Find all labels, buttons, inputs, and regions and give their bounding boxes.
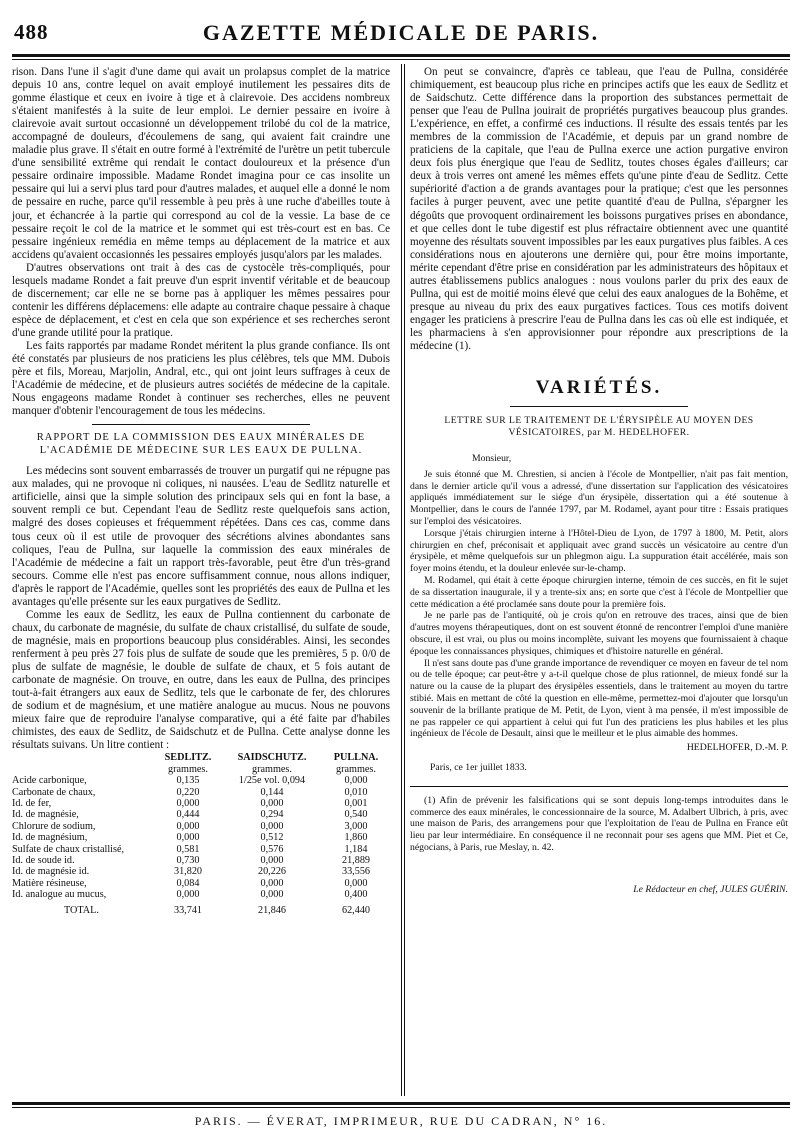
cell-value: 0,000 (176, 820, 200, 832)
cell-value: 0,084 (176, 877, 200, 889)
analysis-table (12, 752, 390, 916)
row-label: Id. de magnésie, (12, 809, 79, 821)
cell-value: 0,000 (176, 832, 200, 844)
cell-value: 0,010 (344, 786, 368, 798)
cell-value: 0,000 (260, 854, 284, 866)
article-paragraph: Comme les eaux de Sedlitz, les eaux de Pullna contiennent du carbonate de chaux, du carbonate de magnésie, du sulfate de chaux cristallisé, du sulfate de soude, de magnésie, mais en proportions beaucoup plus considérables. Ainsi, les secondes renferment à peu près 27 fois plus de sulfate de soude que les premières, 5 p. 0/0 de plus de sulfate de magnésie, le double de sulfate de chaux, et 5 fois autant de carbonate de magnésie. On trouve, en outre, dans les eaux de Pullna, des principes tout-à-fait étrangers aux eaux de Sedlitz, tels que le carbonate de fer, des chlorures de sodium et de magnésium, et une matière analogue au mucus. Nous ne pouvons mieux faire que de reproduire l'analyse comparative, qui a été faite par d'habiles chimistes, des eaux de Sedlitz, de Saidschutz et de Pullna. Cette analyse donne les résultats suivans. Un litre contient : (12, 608, 390, 752)
page-number: 488 (14, 20, 49, 44)
table-row (12, 809, 390, 820)
newspaper-page (12, 16, 790, 1134)
row-label: Id. de magnésium, (12, 832, 88, 844)
article-paragraph: rison. Dans l'une il s'agit d'une dame qui avait un prolapsus complet de la matrice depuis 10 ans, contre lequel on avait employé inutilement les pessaires dits de gomme élastique et ceux en ivoire à tige et à clairevoie. Des accidens nombreux s'étaient manifestés à la suite de leur emploi. Le dernier pessaire en ivoire à clairevoie avait surtout occasionné un développement trilobé du col de la matrice, accompagné de douleurs, d'écoulemens de sang, qui avaient fait craindre une maladie plus grave. Il s'était en outre formé à l'extrémité de l'urètre un petit tubercule d'une sensibilité extrême qui rendait le contact douloureux et la présence d'un pessaire ordinaire impossible. Madame Rondet imagina pour ce cas insolite un pessaire qui lui a servi plus tard pour d'autres malades, et auquel elle a donné le nom de pessaire en ruche, parce qu'il ressemble à peu près à une ruche d'abeilles toute à jour, et échancrée à la partie qui correspond au col de la vessie. La base de ce pessaire reçoit le col de la matrice et le sommet qui est très-court est en bas. Ce pessaire ingénieux remédia en même temps au déplacement de la matrice et aux accidens qu'avaient occasionnés les pessaires employés jusqu'alors par les malades. (12, 66, 390, 261)
table-row (12, 855, 390, 866)
footer-rule-thin (12, 1107, 790, 1108)
column-unit: grammes. (168, 763, 208, 775)
table-row (12, 832, 390, 843)
cell-value: 0,400 (344, 889, 368, 901)
printer-imprint: PARIS. — ÉVERAT, IMPRIMEUR, RUE DU CADRAN, N° 16. (194, 1114, 608, 1128)
row-label: Chlorure de sodium, (12, 820, 96, 832)
letter-title: LETTRE SUR LE TRAITEMENT DE L'ÉRYSIPÈLE AU MOYEN DES VÉSICATOIRES, par M. HEDELHOFER. (444, 415, 754, 439)
column-unit: grammes. (336, 763, 376, 775)
article-paragraph: D'autres observations ont trait à des cas de cystocèle très-compliqués, pour lesquels madame Rondet a fait preuve d'un esprit inventif véritable et de beaucoup de discernement; car elle ne se borne pas à appliquer les mêmes pessaires pour contenir les différens déplacemens: elle adapte au contraire chaque pessaire à chaque espèce de déplacement, et c'est en cela que son expérience et ses recherches seront d'une grande utilité pour la pratique. (12, 261, 390, 339)
article-paragraph: Les faits rapportés par madame Rondet méritent la plus grande confiance. Ils ont été constatés par plusieurs de nos praticiens les plus célèbres, tels que MM. Dubois père et fils, Moreau, Marjolin, Andral, etc., qui ont joint leurs suffrages à ceux de l'Académie de médecine, et de plusieurs autres sociétés de médecine de la capitale. Nous engageons madame Rondet à continuer ses recherches, elles ne peuvent manquer d'obtenir l'encouragement de tous les médecins. (12, 339, 390, 418)
table-row (12, 844, 390, 855)
letter-paragraph: Je ne parle pas de l'antiquité, où je crois qu'on en retrouve des traces, ainsi que de bien d'autres moyens thérapeutiques, dont on est souvent étonné de rencontrer l'emploi d'une manière obscure, il est vrai, ou plus ou moins incomplète, suivant les moyens que fournissaient à chaque époque les connaissances physiques, chimiques et d'histoire naturelle en général. (410, 610, 788, 657)
row-label: Acide carbonique, (12, 775, 87, 787)
left-column (12, 66, 390, 916)
cell-value: 0,512 (260, 832, 284, 844)
table-row (12, 798, 390, 809)
cell-value: 0,144 (260, 786, 284, 798)
cell-value: 0,576 (260, 843, 284, 855)
letter-paragraph: Je suis étonné que M. Chrestien, si ancien à l'école de Montpellier, n'ait pas fait mention, dans le dernier article qu'il vous a adressé, d'une dissertation sur l'application des vésicatoires appliqués immédiatement sur le siége d'un érysipèle, dissertation qui a été soutenue à Montpellier, dans le cours de l'année 1797, par M. Rodamel, ayant pour titre : Essais pratiques sur l'emploi des vésicatoires. (410, 468, 788, 528)
cell-value: 0,000 (176, 889, 200, 901)
total-value: 62,440 (341, 904, 370, 916)
cell-value: 0,000 (260, 889, 284, 901)
varietes-heading: VARIÉTÉS. (535, 377, 663, 399)
row-label: Id. analogue au mucus, (12, 889, 107, 901)
letter-paragraph: M. Rodamel, qui était à cette époque chirurgien interne, témoin de ces succès, en fit le sujet de sa dissertation inaugurale, il y a trente-six ans; en sorte que c'est à l'école de Montpellier que cette médication a été proclamée sans doute pour la première fois. (410, 575, 788, 610)
cell-value: 0,135 (176, 775, 200, 787)
column-divider-2 (404, 64, 405, 1096)
article-paragraph: On peut se convaincre, d'après ce tableau, que l'eau de Pullna, considérée chimiquement, est beaucoup plus riche en principes actifs que les eaux de Sedlitz et de Saidschutz. Cette différence dans la proportion des substances permettait de penser que l'eau de Pullna jouirait de propriétés purgatives beaucoup plus grandes. L'expérience, en effet, a confirmé ces inductions. Il résulte des essais tentés par les membres de la commission de l'Académie, et depuis par un grand nombre de praticiens de la capitale, que l'eau de Pullna exerce une action purgative environ deux fois plus énergique que l'eau de Sedlitz, toutes choses égales d'ailleurs; car deux à trois verres ont amené les mêmes effets qu'une pinte d'eau de Sedlitz. Cette supériorité d'action a de grands avantages pour la pratique; c'est que les personnes faciles à purger peuvent, avec une petite quantité d'eau de Pullna, s'épargner les dégoûts que provoquent ordinairement les boissons purgatives prises en abondance, et que celles dont le tube digestif est plus réfractaire obtiennent avec une quantité moyenne des résultats souvent impossibles par les eaux purgatives plus faibles. A ces considérations nous en ajouterons une dernière qui, pour être moins importante, mérite cependant d'être prise en considération par les administrateurs des hôpitaux et autres établissemens publics analogues : nous voulons parler du prix des eaux de Pullna, qui est de moitié moins élevé que celui des eaux analogues de la Bohême, et presque au niveau du prix des eaux purgatives factices. Tous ces motifs doivent engager les praticiens à prescrire l'eau de Pullna dans les cas où elle est indiquée, et les pharmaciens à s'en approvisionner pour répondre aux prescriptions de la médecine (1). (410, 66, 788, 352)
column-header: SEDLITZ. (164, 752, 212, 764)
cell-value: 1,860 (344, 832, 368, 844)
varietes-rule (510, 406, 688, 407)
cell-value: 21,889 (341, 854, 370, 866)
cell-value: 31,820 (173, 866, 202, 878)
table-row (12, 878, 390, 889)
cell-value: 20,226 (257, 866, 286, 878)
header-rule-thin (12, 59, 790, 60)
section-title-line-1: RAPPORT DE LA COMMISSION DES EAUX MINÉRALES DE (36, 432, 366, 444)
table-row (12, 787, 390, 798)
cell-value: 0,000 (176, 797, 200, 809)
section-separator (92, 424, 310, 425)
table-row (12, 821, 390, 832)
cell-value: 3,000 (344, 820, 368, 832)
table-row (12, 775, 390, 786)
cell-value: 0,000 (260, 797, 284, 809)
cell-value: 0,220 (176, 786, 200, 798)
total-label: TOTAL. (64, 904, 99, 916)
cell-value: 0,730 (176, 854, 200, 866)
cell-value: 33,556 (341, 866, 370, 878)
column-header: SAIDSCHUTZ. (237, 752, 307, 764)
footnote-rule (410, 786, 788, 787)
row-label: Id. de magnésie id. (12, 866, 90, 878)
page-header (12, 16, 790, 56)
cell-value: 0,000 (260, 877, 284, 889)
row-label: Carbonate de chaux, (12, 786, 96, 798)
cell-value: 0,294 (260, 809, 284, 821)
cell-value: 0,000 (344, 775, 368, 787)
cell-value: 1/25e vol. 0,094 (238, 775, 306, 787)
total-value: 33,741 (173, 904, 202, 916)
column-divider (401, 64, 402, 1096)
row-label: Matière résineuse, (12, 877, 87, 889)
cell-value: 0,540 (344, 809, 368, 821)
table-row (12, 866, 390, 877)
letter-salutation: Monsieur, (472, 453, 512, 465)
footer-rule (12, 1102, 790, 1105)
column-header: PULLNA. (333, 752, 379, 764)
section-title (12, 431, 390, 457)
cell-value: 0,000 (344, 877, 368, 889)
table-header-row (12, 752, 390, 763)
gazette-title: GAZETTE MÉDICALE DE PARIS. (202, 20, 600, 45)
cell-value: 0,000 (260, 820, 284, 832)
article-paragraph: Les médecins sont souvent embarrassés de trouver un purgatif qui ne répugne pas aux malades, qui ne provoque ni coliques, ni nausées. L'eau de Sedlitz naturelle et artificielle, ainsi que la simple solution des principaux sels qui en font la base, a souvent rempli ce but. Cependant l'eau de Sedlitz reste quelquefois sans action, malgré des doses copieuses et fréquemment répétées. Dans ces cas, comme dans tous ceux où il est utile de provoquer des sécrétions alvines abondantes sans coliques, l'eau de Pullna, sur laquelle la commission des eaux minérales de l'Académie de médecine a fait un rapport très-favorable, peut être d'un très-grand secours. Comme elle n'est pas encore suffisamment connue, nous allons indiquer, d'après le rapport de l'Académie, quelles sont les propriétés des eaux de Pullna et les avantages qu'elle présente sur les eaux purgatives de Sedlitz. (12, 465, 390, 608)
cell-value: 0,444 (176, 809, 200, 821)
row-label: Id. de fer, (12, 797, 52, 809)
row-label: Sulfate de chaux cristallisé, (12, 843, 125, 855)
letter-date: Paris, ce 1er juillet 1833. (430, 762, 527, 773)
table-unit-row (12, 764, 390, 775)
table-row (12, 889, 390, 900)
total-value: 21,846 (257, 904, 286, 916)
column-unit: grammes. (252, 763, 292, 775)
cell-value: 0,581 (176, 843, 200, 855)
right-column (410, 66, 788, 896)
cell-value: 0,001 (344, 797, 368, 809)
section-title-line-2: L'ACADÉMIE DE MÉDECINE SUR LES EAUX DE PULLNA. (39, 445, 363, 457)
editor-signature: Le Rédacteur en chef, JULES GUÉRIN. (633, 883, 788, 895)
row-label: Id. de soude id. (12, 854, 75, 866)
header-rule (12, 54, 790, 57)
letter-signature: HEDELHOFER, D.-M. P. (686, 742, 788, 754)
cell-value: 1,184 (344, 843, 368, 855)
table-total-row (12, 901, 390, 916)
letter-paragraph: Lorsque j'étais chirurgien interne à l'Hôtel-Dieu de Lyon, de 1797 à 1800, M. Petit, alors chirurgien en chef, préconisait et appliquait avec grand succès un vésicatoire au centre d'un érysipèle, et même quelquefois sur un phlegmon aigu. La suppuration était accélérée, mais son foyer moins étendu, et la douleur enlevée sur-le-champ. (410, 527, 788, 575)
letter-paragraph: Il n'est sans doute pas d'une grande importance de revendiquer ce moyen en faveur de tel nom ou de telle époque; car peut-être y a-t-il quelque chose de plus rationnel, de mieux fondé sur la nature ou la cause de la plupart des érysipèles essentiels, dans le traitement au moyen du tartre stibié. Mais en mettant de côté la question en elle-même, permettez-moi d'ajouter que lorsqu'un souvenir de la brillante pratique de M. Petit, de Lyon, vient à ma pensée, il m'est impossible de ne pas rappeler ce qui appartient à celui qui fut l'un des praticiens les plus habiles et les plus ingénieux de l'école de Desault, ainsi que le meilleur et le plus aimable des hommes. (410, 657, 788, 740)
footnote: (1) Afin de prévenir les falsifications qui se sont depuis long-temps introduites dans le commerce des eaux minérales, le concessionnaire de la source, M. Adalbert Ulbrich, à pris, avec une maison de Paris, des arrangemens pour que l'exploitation de l'eau de Pullna en France eût lieu par leur intermédiaire. En conséquence il ne reconnait pour ses agens que MM. Piet et Ce, négocians, à Paris, rue Meslay, n. 42. (410, 794, 788, 853)
